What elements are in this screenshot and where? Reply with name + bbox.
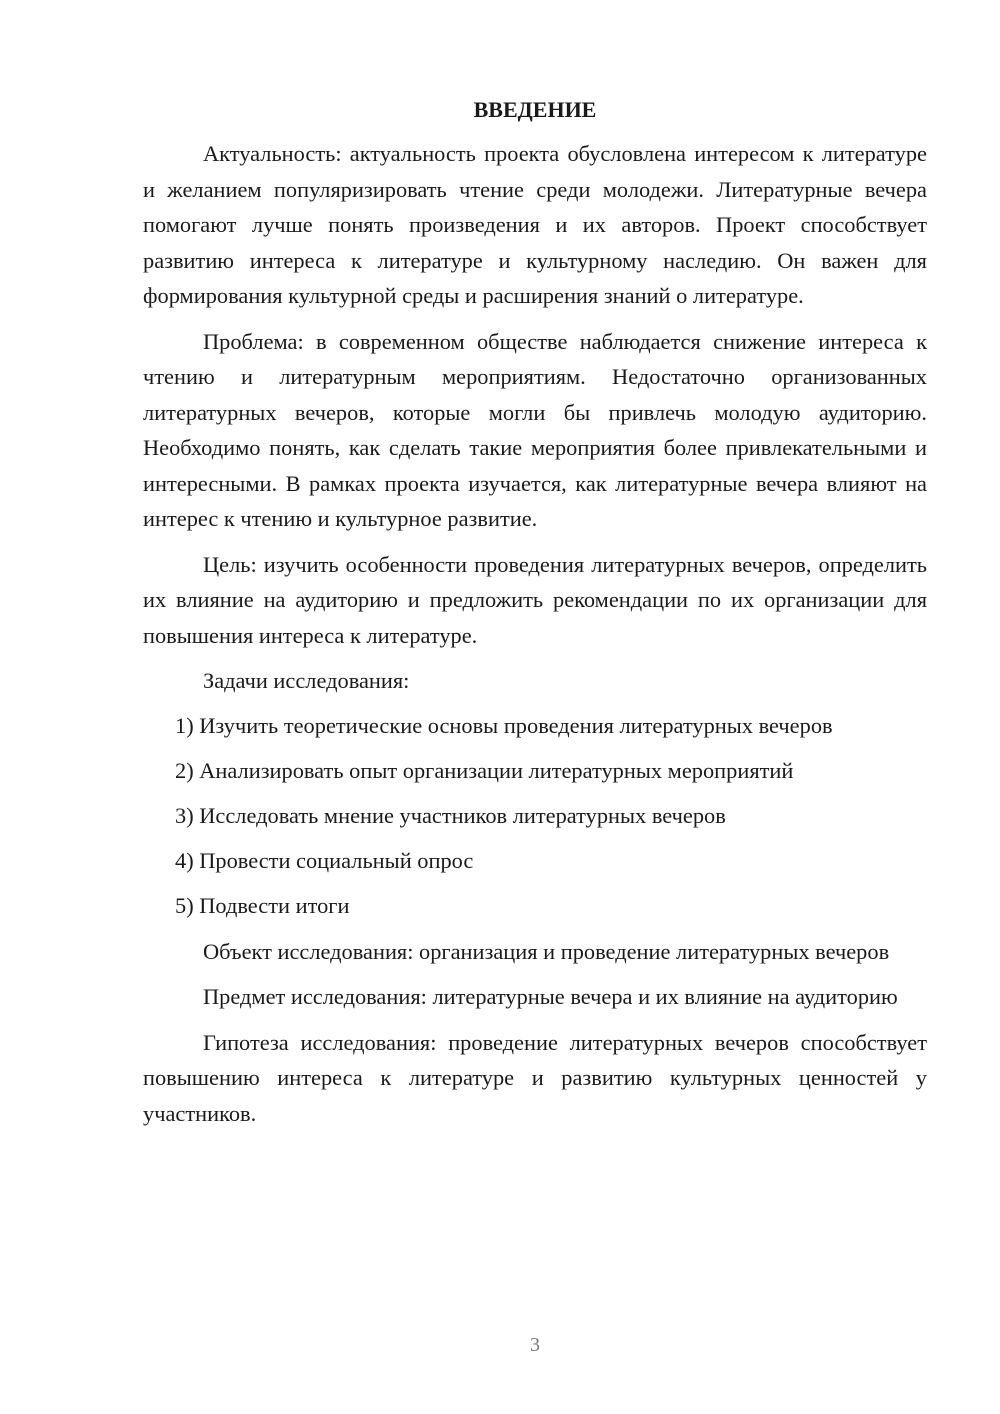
subject-paragraph: Предмет исследования: литературные вечера и их влияние на аудиторию <box>203 984 898 1010</box>
tasks-heading: Задачи исследования: <box>203 668 410 693</box>
page-number: 3 <box>530 1334 540 1356</box>
task-item-1: 1) Изучить теоретические основы проведения литературных вечеров <box>175 713 833 739</box>
page-content <box>143 94 927 1131</box>
goal-paragraph: Цель: изучить особенности проведения литературных вечеров, определить их влияние на аудиторию и предложить рекомендации по их организации для повышения интереса к литературе. <box>143 551 927 648</box>
problem-paragraph: Проблема: в современном обществе наблюдается снижение интереса к чтению и литературным мероприятиям. Недостаточно организованных литературных вечеров, которые могли бы привлечь молодую аудиторию. Необходимо понять, как сделать такие мероприятия более привлекательными и интересными. В рамках проекта изучается, как литературные вечера влияют на интерес к чтению и культурное развитие. <box>143 328 927 531</box>
object-paragraph: Объект исследования: организация и проведение литературных вечеров <box>203 938 890 964</box>
tasks-list <box>143 708 927 924</box>
task-item-2: 2) Анализировать опыт организации литературных мероприятий <box>175 758 794 784</box>
page-title: ВВЕДЕНИЕ <box>473 97 597 122</box>
task-item-4: 4) Провести социальный опрос <box>175 848 474 874</box>
relevance-paragraph: Актуальность: актуальность проекта обусловлена интересом к литературе и желанием популяризировать чтение среди молодежи. Литературные вечера помогают лучше понять произведения и их авторов. Проект способствует развитию интереса к литературе и культурному наследию. Он важен для формирования культурной среды и расширения знаний о литературе. <box>143 141 927 308</box>
task-item-5: 5) Подвести итоги <box>175 893 350 919</box>
task-item-3: 3) Исследовать мнение участников литературных вечеров <box>175 803 726 829</box>
hypothesis-paragraph: Гипотеза исследования: проведение литературных вечеров способствует повышению интереса к литературе и развитию культурных ценностей у участников. <box>143 1029 927 1126</box>
